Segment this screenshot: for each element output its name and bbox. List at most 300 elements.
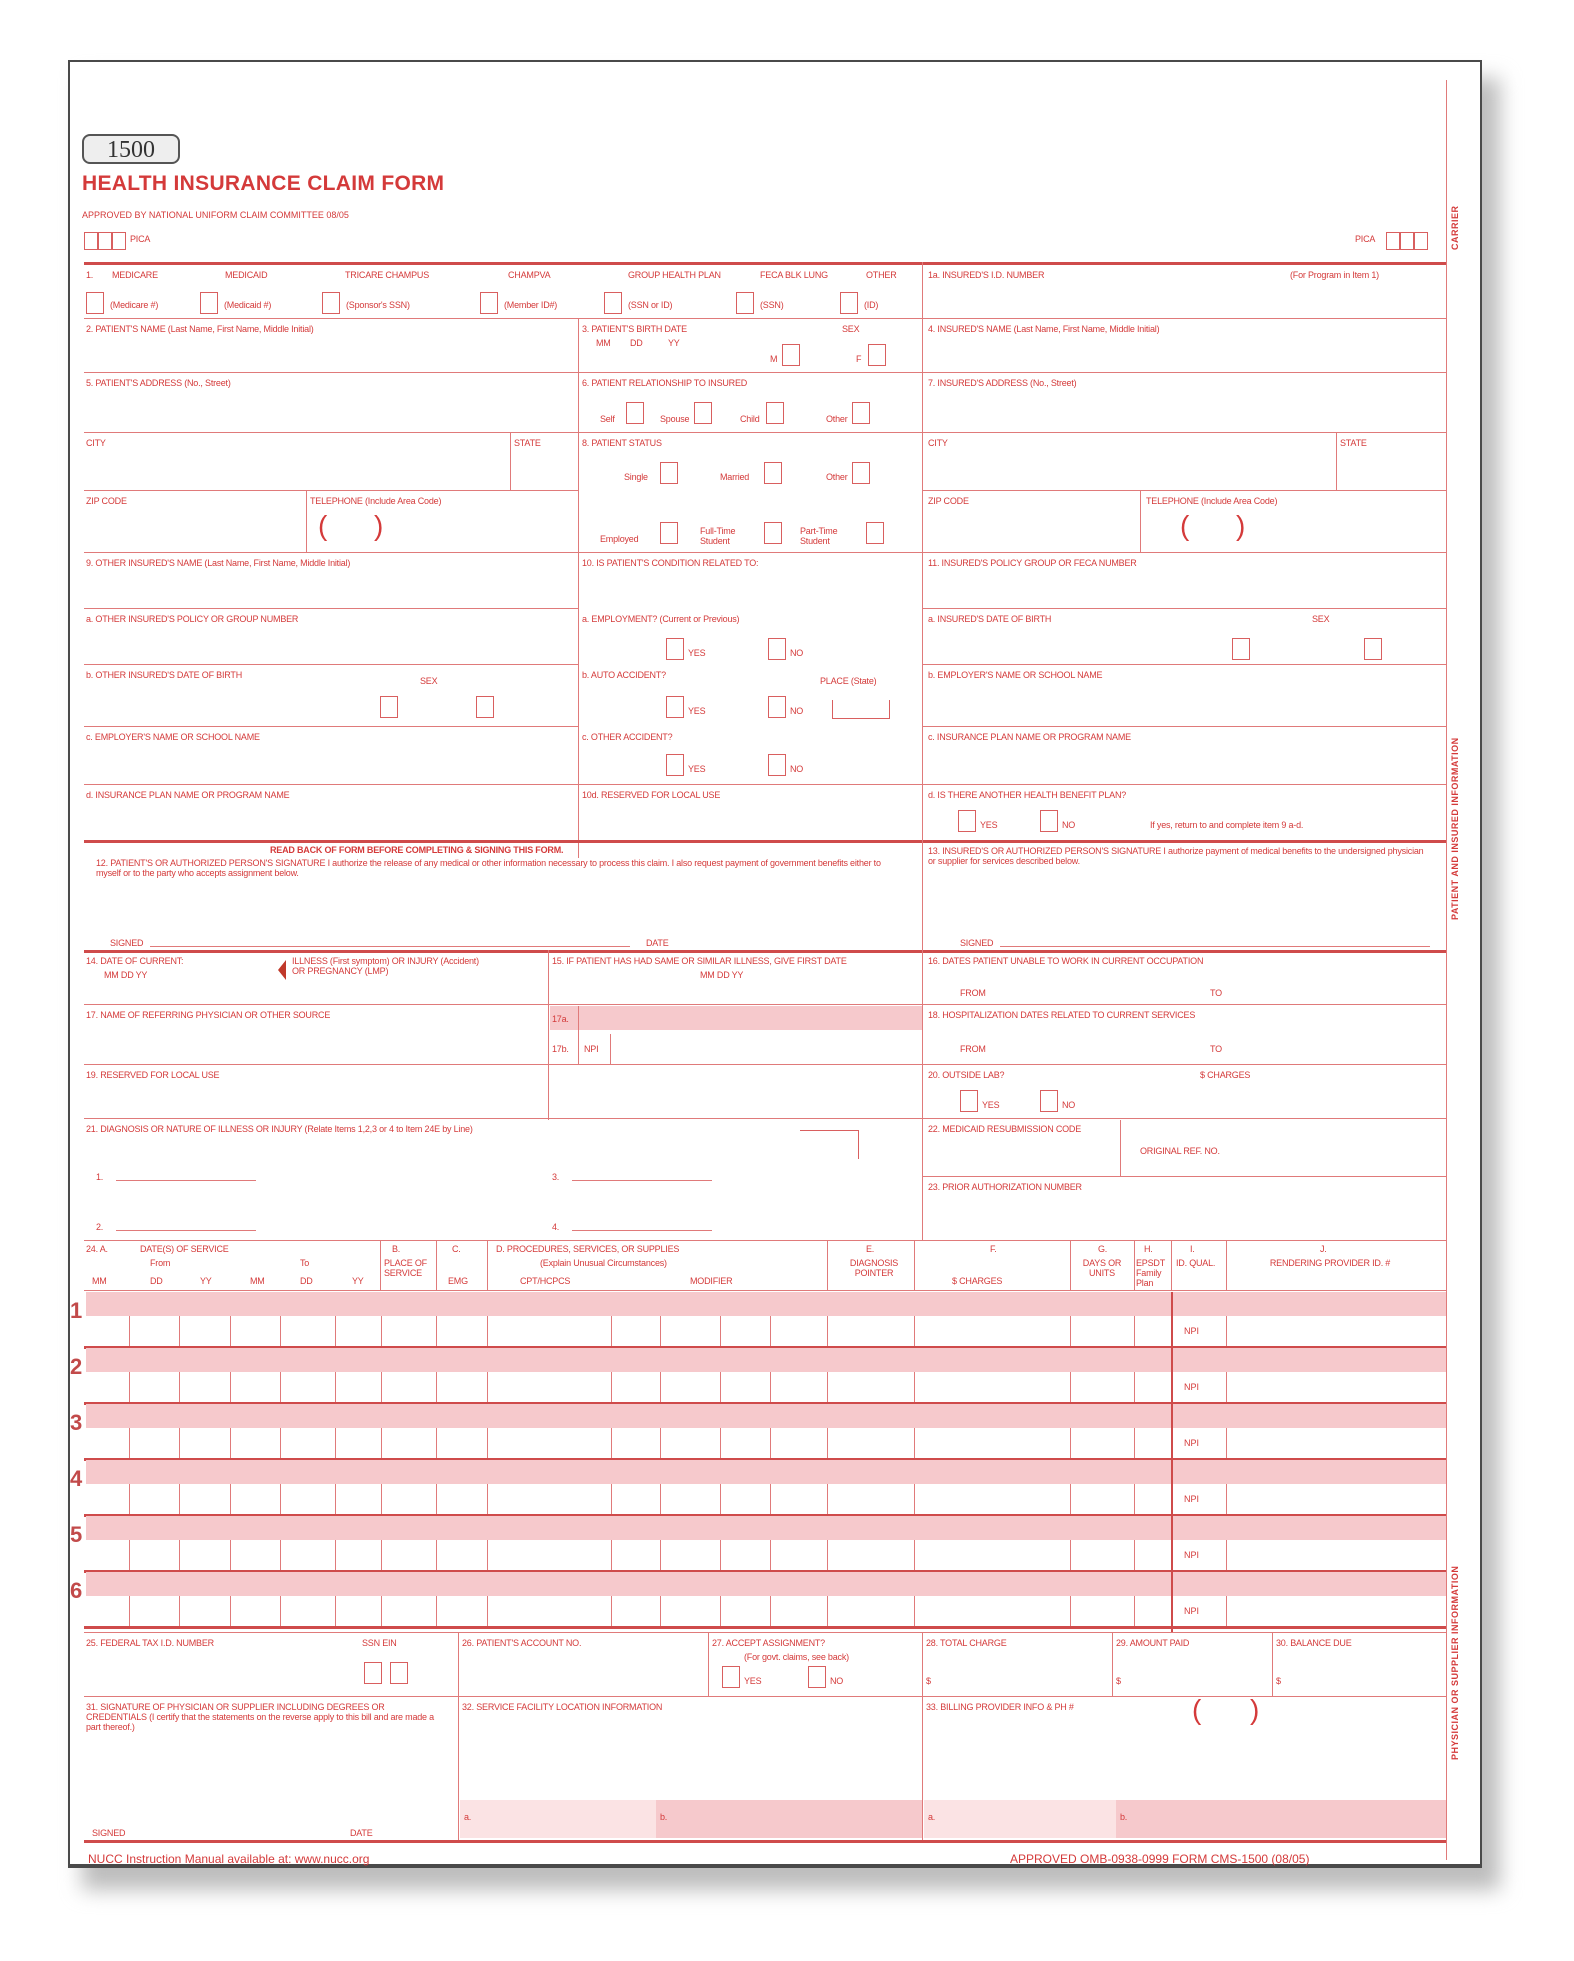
hdr-div-d — [487, 1240, 488, 1290]
service-line-row[interactable] — [86, 1596, 1446, 1626]
side-label-patient-insured: PATIENT AND INSURED INFORMATION — [1450, 737, 1460, 920]
box1-champva: CHAMPVA — [508, 270, 551, 280]
box32a-label: a. — [464, 1812, 472, 1822]
service-line-col-divider — [487, 1540, 488, 1570]
box17-divider — [578, 1006, 579, 1064]
checkbox-pt-student[interactable] — [866, 522, 884, 544]
box3-yy: YY — [668, 338, 680, 348]
col-div-25-26 — [458, 1632, 459, 1842]
service-line-number: 5 — [70, 1522, 83, 1547]
checkbox-auto-no[interactable] — [768, 696, 786, 718]
service-line-col-divider — [914, 1596, 915, 1626]
box33b-shading — [1116, 1800, 1446, 1838]
box6-spouse: Spouse — [660, 414, 690, 424]
diag-4-num: 4. — [552, 1222, 560, 1232]
service-line-col-divider — [436, 1596, 437, 1626]
box9-label: 9. OTHER INSURED'S NAME (Last Name, First Name, Middle Initial) — [86, 558, 351, 568]
service-line-col-divider — [335, 1316, 336, 1346]
service-line-col-divider — [129, 1484, 130, 1514]
service-line-col-divider — [1134, 1484, 1135, 1514]
service-line-col-divider — [770, 1596, 771, 1626]
box24g-sub: DAYS OR UNITS — [1082, 1258, 1122, 1278]
row-line-4l — [84, 490, 578, 491]
box26-label: 26. PATIENT'S ACCOUNT NO. — [462, 1638, 582, 1648]
service-line-col-divider — [230, 1372, 231, 1402]
service-line-col-divider — [487, 1428, 488, 1458]
service-line-number: 6 — [70, 1578, 83, 1603]
service-line-col-divider — [436, 1316, 437, 1346]
checkbox-rel-self[interactable] — [626, 402, 644, 424]
box28-dollar: $ — [926, 1676, 931, 1686]
service-line-row[interactable] — [86, 1428, 1446, 1458]
service-line-col-divider — [770, 1372, 771, 1402]
hdr-div-i — [1171, 1240, 1172, 1290]
box12-date: DATE — [646, 938, 669, 948]
row-line-2 — [84, 372, 1446, 373]
box25-ssn-ein: SSN EIN — [362, 1638, 397, 1648]
box24d-sub: (Explain Unusual Circumstances) — [540, 1258, 667, 1268]
insured-id-input[interactable] — [928, 286, 1438, 314]
box24-col-yy1: YY — [200, 1276, 212, 1286]
diagnosis-2-input[interactable] — [116, 1230, 256, 1231]
box3-f: F — [856, 354, 862, 364]
service-line-col-divider — [1070, 1316, 1071, 1346]
side-label-carrier: CARRIER — [1450, 205, 1460, 250]
box10c-yes: YES — [688, 764, 706, 774]
service-line-col-divider — [335, 1540, 336, 1570]
service-line-npi-label: NPI — [1184, 1550, 1200, 1560]
phone-paren-open-left: ( — [318, 510, 328, 541]
service-line-col-divider — [827, 1428, 828, 1458]
checkbox-single[interactable] — [660, 462, 678, 484]
box23-label: 23. PRIOR AUTHORIZATION NUMBER — [928, 1182, 1082, 1192]
checkbox-married[interactable] — [764, 462, 782, 484]
box8-married: Married — [720, 472, 750, 482]
box1-group: GROUP HEALTH PLAN — [628, 270, 721, 280]
box24j-label: J. — [1320, 1244, 1327, 1254]
diag-1-num: 1. — [96, 1172, 104, 1182]
box17b-npi: NPI — [584, 1044, 599, 1054]
service-line-col-divider — [1070, 1540, 1071, 1570]
box28-label: 28. TOTAL CHARGE — [926, 1638, 1007, 1648]
box7-zip: ZIP CODE — [928, 496, 969, 506]
box1-feca-sub: (SSN) — [760, 300, 784, 310]
checkbox-outside-lab-no[interactable] — [1040, 1090, 1058, 1112]
balance-due-input[interactable] — [1290, 1660, 1440, 1692]
col-div-29-30 — [1272, 1632, 1273, 1696]
box27-hint: (For govt. claims, see back) — [744, 1652, 849, 1662]
checkbox-employment-yes[interactable] — [666, 638, 684, 660]
checkbox-champva[interactable] — [480, 292, 498, 314]
service-line-row[interactable] — [86, 1372, 1446, 1402]
box24-dates-label: DATE(S) OF SERVICE — [140, 1244, 229, 1254]
box33-paren-open: ( — [1192, 1694, 1202, 1725]
box11d-yes: YES — [980, 820, 998, 830]
box8-other: Other — [826, 472, 848, 482]
box1-other-sub: (ID) — [864, 300, 879, 310]
service-line-col-divider — [230, 1316, 231, 1346]
checkbox-medicare[interactable] — [86, 292, 104, 314]
checkbox-ft-student[interactable] — [764, 522, 782, 544]
box7-label: 7. INSURED'S ADDRESS (No., Street) — [928, 378, 1077, 388]
box10a-label: a. EMPLOYMENT? (Current or Previous) — [582, 614, 740, 624]
service-line-col-divider — [1134, 1428, 1135, 1458]
checkbox-patient-sex-f[interactable] — [868, 344, 886, 366]
insured-name-input[interactable] — [928, 338, 1438, 368]
service-line-col-divider — [436, 1372, 437, 1402]
top-rule — [84, 262, 1446, 265]
box11d-label: d. IS THERE ANOTHER HEALTH BENEFIT PLAN? — [928, 790, 1127, 800]
row-line-17 — [84, 1004, 1446, 1005]
side-label-physician-supplier: PHYSICIAN OR SUPPLIER INFORMATION — [1450, 1565, 1460, 1760]
row-line-7r — [922, 664, 1446, 665]
service-line-col-divider — [230, 1484, 231, 1514]
pica-right-label: PICA — [1355, 234, 1376, 244]
row-line-25 — [84, 1632, 1446, 1633]
box24e-label: E. — [866, 1244, 875, 1254]
diagnosis-1-input[interactable] — [116, 1180, 256, 1181]
box20-label: 20. OUTSIDE LAB? — [928, 1070, 1005, 1080]
box10b-place: PLACE (State) — [820, 676, 877, 686]
service-line-col-divider — [129, 1372, 130, 1402]
pica-box-right-1[interactable] — [1386, 232, 1400, 250]
box17a-label: 17a. — [552, 1014, 569, 1024]
service-line-npi-label: NPI — [1184, 1606, 1200, 1616]
service-line-col-divider — [381, 1316, 382, 1346]
box24d-modifier: MODIFIER — [690, 1276, 733, 1286]
box16-label: 16. DATES PATIENT UNABLE TO WORK IN CURRENT OCCUPATION — [928, 956, 1204, 966]
read-back-notice: READ BACK OF FORM BEFORE COMPLETING & SIGNING THIS FORM. — [270, 845, 564, 855]
box10d-label: 10d. RESERVED FOR LOCAL USE — [582, 790, 721, 800]
service-line-col-divider — [827, 1596, 828, 1626]
box1-num: 1. — [86, 270, 94, 280]
box1-tricare-sub: (Sponsor's SSN) — [346, 300, 410, 310]
service-line-col-divider — [914, 1484, 915, 1514]
service-line-col-divider — [720, 1484, 721, 1514]
box24-header-top — [84, 1240, 1446, 1241]
box1-champva-sub: (Member ID#) — [504, 300, 558, 310]
service-line-col-divider — [487, 1372, 488, 1402]
box3-sex: SEX — [842, 324, 860, 334]
checkbox-ein[interactable] — [390, 1662, 408, 1684]
row-line-6l — [84, 608, 578, 609]
service-line-col-divider — [660, 1372, 661, 1402]
service-line-npi-label: NPI — [1184, 1494, 1200, 1504]
diagnosis-3-input[interactable] — [572, 1180, 712, 1181]
box17b-label: 17b. — [552, 1044, 569, 1054]
checkbox-employment-no[interactable] — [768, 638, 786, 660]
service-line-col-divider — [1070, 1596, 1071, 1626]
box22-orig: ORIGINAL REF. NO. — [1140, 1146, 1220, 1156]
box11a-sex: SEX — [1312, 614, 1330, 624]
box24i-label: I. — [1190, 1244, 1195, 1254]
box5-phone: TELEPHONE (Include Area Code) — [310, 496, 442, 506]
checkbox-status-other[interactable] — [852, 462, 870, 484]
box31-date: DATE — [350, 1828, 373, 1838]
service-line-row[interactable] — [86, 1316, 1446, 1346]
box9c-label: c. EMPLOYER'S NAME OR SCHOOL NAME — [86, 732, 260, 742]
box24f-label: F. — [990, 1244, 997, 1254]
service-line-col-divider — [129, 1596, 130, 1626]
checkbox-rel-child[interactable] — [766, 402, 784, 424]
service-lines-npi-divider — [1171, 1292, 1173, 1632]
row-line-9 — [84, 784, 1446, 785]
checkbox-other-accident-no[interactable] — [768, 754, 786, 776]
service-line-col-divider — [1226, 1428, 1227, 1458]
pica-box-right-2[interactable] — [1400, 232, 1414, 250]
col-divider-14-15 — [548, 950, 549, 1120]
total-charge-input[interactable] — [940, 1660, 1108, 1692]
service-line-col-divider — [436, 1540, 437, 1570]
service-line-col-divider — [770, 1484, 771, 1514]
box10b-no: NO — [790, 706, 804, 716]
service-line-col-divider — [1226, 1372, 1227, 1402]
service-line-col-divider — [660, 1540, 661, 1570]
box14-arrow-icon — [278, 960, 286, 980]
box13-signature-line[interactable] — [1000, 946, 1430, 947]
service-line-col-divider — [1134, 1596, 1135, 1626]
box11c-label: c. INSURANCE PLAN NAME OR PROGRAM NAME — [928, 732, 1131, 742]
box25-label: 25. FEDERAL TAX I.D. NUMBER — [86, 1638, 214, 1648]
checkbox-other-accident-yes[interactable] — [666, 754, 684, 776]
box5-zip: ZIP CODE — [86, 496, 127, 506]
box11a-label: a. INSURED'S DATE OF BIRTH — [928, 614, 1052, 624]
box7-city: CITY — [928, 438, 948, 448]
footer-nucc: NUCC Instruction Manual available at: www.nucc.org — [88, 1852, 370, 1866]
box32b-label: b. — [660, 1812, 668, 1822]
box13-signed: SIGNED — [960, 938, 994, 948]
box12-signature-line[interactable] — [150, 946, 630, 947]
pica-box-left-1[interactable] — [84, 232, 98, 250]
box18-to: TO — [1210, 1044, 1222, 1054]
row-line-4r — [922, 490, 1446, 491]
service-line-col-divider — [335, 1484, 336, 1514]
box1-medicare-sub: (Medicare #) — [110, 300, 159, 310]
row-line-8r — [922, 726, 1446, 727]
checkbox-auto-yes[interactable] — [666, 696, 684, 718]
box18-from: FROM — [960, 1044, 986, 1054]
checkbox-assign-yes[interactable] — [722, 1666, 740, 1688]
box1-medicaid-sub: (Medicaid #) — [224, 300, 272, 310]
service-line-col-divider — [770, 1540, 771, 1570]
box9b-label: b. OTHER INSURED'S DATE OF BIRTH — [86, 670, 243, 680]
checkbox-other[interactable] — [840, 292, 858, 314]
box8-label: 8. PATIENT STATUS — [582, 438, 662, 448]
row-line-5 — [84, 552, 1446, 553]
patient-name-input[interactable] — [86, 338, 574, 368]
box3-label: 3. PATIENT'S BIRTH DATE — [582, 324, 687, 334]
phone-paren-close-right: ) — [1236, 510, 1246, 541]
auto-accident-state-input[interactable] — [832, 700, 890, 719]
service-line-col-divider — [611, 1540, 612, 1570]
bottom-rule — [84, 1840, 1446, 1843]
pica-box-right-3[interactable] — [1414, 232, 1428, 250]
form-title: HEALTH INSURANCE CLAIM FORM — [82, 172, 445, 195]
service-line-shaded-row — [86, 1516, 1446, 1540]
service-line-col-divider — [611, 1372, 612, 1402]
box11d-hint: If yes, return to and complete item 9 a-d. — [1150, 820, 1304, 830]
service-line-col-divider — [129, 1428, 130, 1458]
row-line-23 — [922, 1176, 1446, 1177]
checkbox-other-sex-m[interactable] — [380, 696, 398, 718]
service-line-col-divider — [335, 1596, 336, 1626]
box24-col-dd1: DD — [150, 1276, 163, 1286]
box12-signed: SIGNED — [110, 938, 144, 948]
box22-divider — [1120, 1120, 1121, 1176]
service-line-col-divider — [1134, 1540, 1135, 1570]
diag-2-num: 2. — [96, 1222, 104, 1232]
box2-label: 2. PATIENT'S NAME (Last Name, First Name, Middle Initial) — [86, 324, 314, 334]
service-line-col-divider — [335, 1428, 336, 1458]
form-number-badge: 1500 — [82, 134, 180, 164]
pica-box-left-3[interactable] — [112, 232, 126, 250]
service-line-col-divider — [335, 1372, 336, 1402]
service-line-col-divider — [720, 1372, 721, 1402]
checkbox-assign-no[interactable] — [808, 1666, 826, 1688]
service-line-row[interactable] — [86, 1540, 1446, 1570]
box17-label: 17. NAME OF REFERRING PHYSICIAN OR OTHER SOURCE — [86, 1010, 331, 1020]
box14-label: 14. DATE OF CURRENT: — [86, 956, 184, 966]
service-line-shaded-row — [86, 1572, 1446, 1596]
box17a-shading — [550, 1006, 922, 1030]
box10b-yes: YES — [688, 706, 706, 716]
service-line-col-divider — [487, 1596, 488, 1626]
service-line-shaded-row — [86, 1292, 1446, 1316]
box10a-no: NO — [790, 648, 804, 658]
box5-state: STATE — [514, 438, 541, 448]
hdr-div-e — [827, 1240, 828, 1290]
box12-label: 12. PATIENT'S OR AUTHORIZED PERSON'S SIGNATURE I authorize the release of any medical or other information necessary to process this claim. I also request payment of government benefits either to myself or to the party who accepts assignment below. — [96, 858, 881, 878]
service-line-npi-label: NPI — [1184, 1326, 1200, 1336]
box27-yes: YES — [744, 1676, 762, 1686]
checkbox-employed[interactable] — [660, 522, 678, 544]
footer-approved: APPROVED OMB-0938-0999 FORM CMS-1500 (08/05) — [1010, 1852, 1310, 1866]
box1-other: OTHER — [866, 270, 897, 280]
service-line-number: 1 — [70, 1298, 83, 1323]
box1-group-sub: (SSN or ID) — [628, 300, 673, 310]
col-divider-mid-lower — [922, 950, 923, 1240]
row-line-19 — [84, 1064, 1446, 1065]
service-line-col-divider — [660, 1596, 661, 1626]
col-divider-12-13 — [922, 840, 923, 950]
checkbox-ssn[interactable] — [364, 1662, 382, 1684]
service-line-shaded-row — [86, 1348, 1446, 1372]
checkbox-insured-sex-m[interactable] — [1232, 638, 1250, 660]
service-line-col-divider — [827, 1316, 828, 1346]
state-divider-right — [1336, 432, 1337, 490]
service-line-col-divider — [179, 1372, 180, 1402]
box16-from: FROM — [960, 988, 986, 998]
zip-divider-left — [306, 490, 307, 552]
box3-mm: MM — [596, 338, 611, 348]
service-line-npi-label: NPI — [1184, 1382, 1200, 1392]
service-line-col-divider — [381, 1596, 382, 1626]
service-line-col-divider — [1134, 1316, 1135, 1346]
box24f-sub: $ CHARGES — [952, 1276, 1003, 1286]
box24-header-bottom — [84, 1290, 1446, 1291]
row-line-31 — [84, 1696, 1446, 1697]
approved-by-text: APPROVED BY NATIONAL UNIFORM CLAIM COMMITTEE 08/05 — [82, 210, 349, 220]
box22-label: 22. MEDICAID RESUBMISSION CODE — [928, 1124, 1082, 1134]
box21-label: 21. DIAGNOSIS OR NATURE OF ILLNESS OR INJURY (Relate Items 1,2,3 or 4 to Item 24E by Line) — [86, 1124, 473, 1134]
amount-paid-input[interactable] — [1130, 1660, 1268, 1692]
service-line-col-divider — [179, 1540, 180, 1570]
box24d-cpt: CPT/HCPCS — [520, 1276, 571, 1286]
service-line-col-divider — [611, 1484, 612, 1514]
service-line-col-divider — [179, 1484, 180, 1514]
box31-label: 31. SIGNATURE OF PHYSICIAN OR SUPPLIER INCLUDING DEGREES OR CREDENTIALS (I certify that the statements on the reverse apply to this bill and are made a part thereof.) — [86, 1702, 434, 1732]
box6-label: 6. PATIENT RELATIONSHIP TO INSURED — [582, 378, 748, 388]
diagnosis-4-input[interactable] — [572, 1230, 712, 1231]
box30-label: 30. BALANCE DUE — [1276, 1638, 1352, 1648]
row-line-3 — [84, 432, 1446, 433]
box1-feca: FECA BLK LUNG — [760, 270, 828, 280]
row-line-6r — [922, 608, 1446, 609]
service-line-col-divider — [660, 1484, 661, 1514]
box24i-sub: ID. QUAL. — [1176, 1258, 1216, 1268]
box16-to: TO — [1210, 988, 1222, 998]
checkbox-feca[interactable] — [736, 292, 754, 314]
box5-label: 5. PATIENT'S ADDRESS (No., Street) — [86, 378, 231, 388]
box24-col-dd2: DD — [300, 1276, 313, 1286]
service-line-col-divider — [914, 1316, 915, 1346]
service-line-col-divider — [770, 1316, 771, 1346]
checkbox-other-sex-f[interactable] — [476, 696, 494, 718]
box33-label: 33. BILLING PROVIDER INFO & PH # — [926, 1702, 1074, 1712]
box11d-no: NO — [1062, 820, 1076, 830]
checkbox-insured-sex-f[interactable] — [1364, 638, 1382, 660]
service-line-col-divider — [720, 1596, 721, 1626]
col-divider-left — [578, 318, 579, 858]
checkbox-patient-sex-m[interactable] — [782, 344, 800, 366]
checkbox-rel-other[interactable] — [852, 402, 870, 424]
pica-box-left-2[interactable] — [98, 232, 112, 250]
box24c-sub: EMG — [448, 1276, 468, 1286]
service-line-col-divider — [280, 1372, 281, 1402]
service-line-row[interactable] — [86, 1484, 1446, 1514]
checkbox-tricare[interactable] — [322, 292, 340, 314]
box24c-label: C. — [452, 1244, 461, 1254]
box9b-sex: SEX — [420, 676, 438, 686]
box24a-label: 24. A. — [86, 1244, 108, 1254]
hdr-div-j — [1226, 1240, 1227, 1290]
box24h-label: H. — [1144, 1244, 1153, 1254]
service-line-col-divider — [487, 1484, 488, 1514]
box33-paren-close: ) — [1250, 1694, 1260, 1725]
checkbox-medicaid[interactable] — [200, 292, 218, 314]
checkbox-outside-lab-yes[interactable] — [960, 1090, 978, 1112]
checkbox-other-plan-no[interactable] — [1040, 810, 1058, 832]
box15-label: 15. IF PATIENT HAS HAD SAME OR SIMILAR ILLNESS, GIVE FIRST DATE — [552, 956, 847, 966]
service-line-col-divider — [720, 1428, 721, 1458]
service-line-col-divider — [914, 1540, 915, 1570]
service-line-col-divider — [280, 1316, 281, 1346]
service-line-col-divider — [720, 1316, 721, 1346]
box9d-label: d. INSURANCE PLAN NAME OR PROGRAM NAME — [86, 790, 290, 800]
box1a-label: 1a. INSURED'S I.D. NUMBER — [928, 270, 1045, 280]
checkbox-rel-spouse[interactable] — [694, 402, 712, 424]
box32-label: 32. SERVICE FACILITY LOCATION INFORMATION — [462, 1702, 663, 1712]
service-line-npi-label: NPI — [1184, 1438, 1200, 1448]
checkbox-group-health[interactable] — [604, 292, 622, 314]
checkbox-other-plan-yes[interactable] — [958, 810, 976, 832]
service-line-divider — [84, 1626, 1446, 1629]
service-line-col-divider — [1226, 1316, 1227, 1346]
col-div-27-28 — [922, 1632, 923, 1842]
hdr-div-h — [1134, 1240, 1135, 1290]
service-line-col-divider — [1134, 1372, 1135, 1402]
box1-medicaid: MEDICAID — [225, 270, 268, 280]
